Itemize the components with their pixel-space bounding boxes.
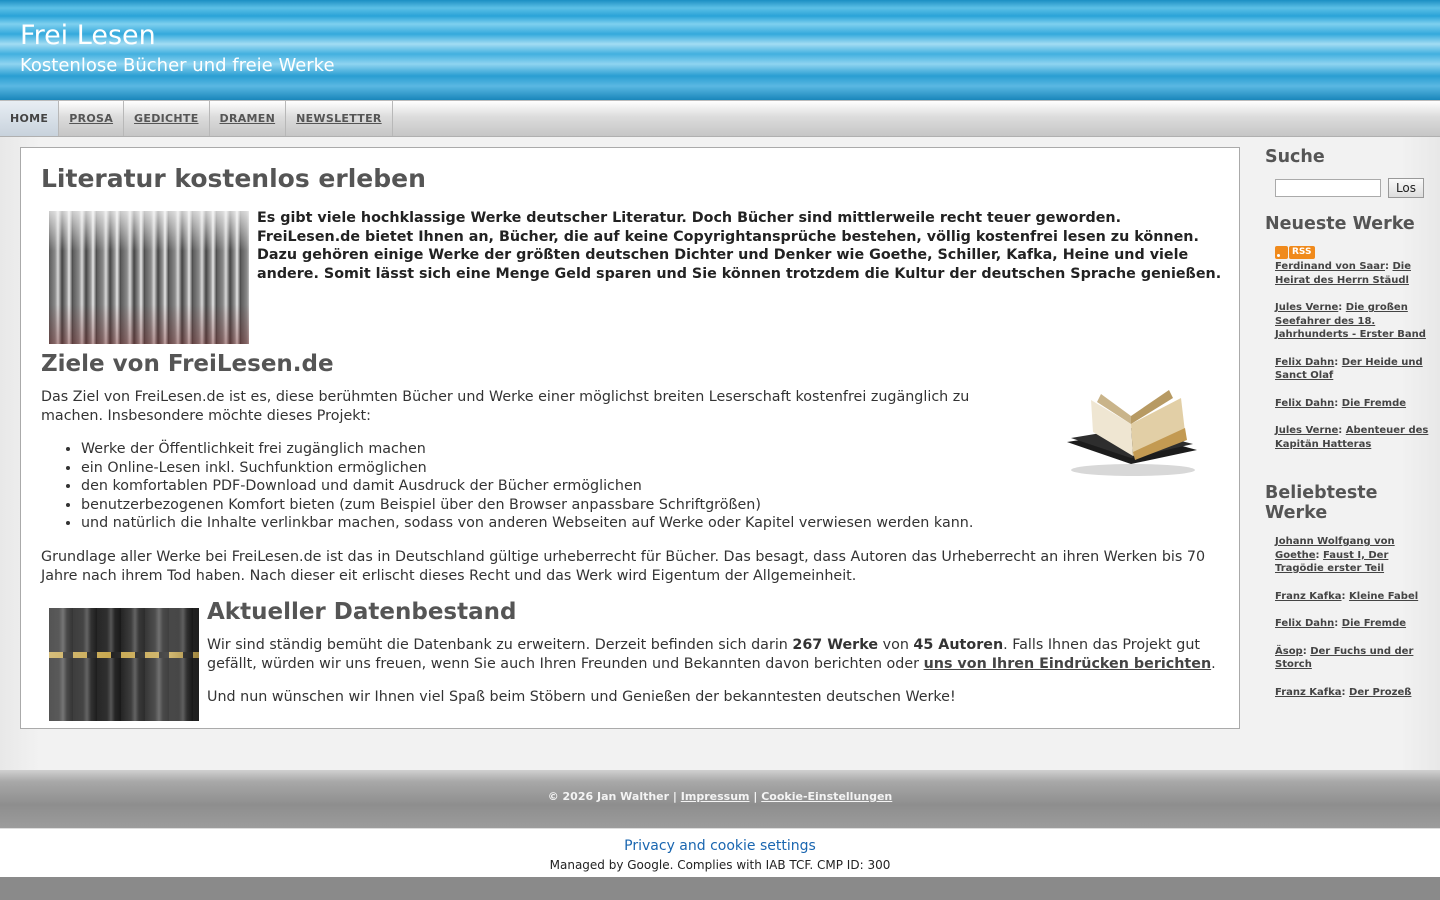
work-link[interactable]: Der Heide und Sanct Olaf xyxy=(1275,356,1423,381)
list-item: Felix Dahn: Die Fremde xyxy=(1275,397,1407,409)
popular-heading: Beliebteste Werke xyxy=(1265,483,1378,523)
work-link[interactable]: Die großen Seefahrer des 18. Jahrhunderts - Erster Band xyxy=(1275,302,1426,340)
site-title[interactable]: Frei Lesen xyxy=(20,20,156,51)
closing-text: Und nun wünschen wir Ihnen viel Spaß beim Stöbern und Genießen der bekanntesten deutschen Werke! xyxy=(207,689,956,705)
list-item: Johann Wolfgang von Goethe: Faust I, Der Tragödie erster Teil xyxy=(1275,536,1395,574)
list-item: • den komfortablen PDF-Download und damit Ausdruck der Bücher ermöglichen xyxy=(81,477,973,496)
basis-text: Grundlage aller Werke bei FreiLesen.de ist das in Deutschland gültige urheberrecht für Bücher. Das besagt, dass Autoren das Urheberrecht an ihren Werken bis 70 Jahre nach ihrem Tod haben. Nach dieser eit erlischt dieses Recht und das Werk wird Eigentum der Allgemeinheit. xyxy=(41,549,1206,584)
nav-item-dramen[interactable] xyxy=(210,101,287,136)
list-item: Franz Kafka: Der Prozeß xyxy=(1275,686,1412,698)
site-footer xyxy=(0,770,1440,828)
privacy-settings-link[interactable]: Privacy and cookie settings xyxy=(624,838,816,854)
site-header xyxy=(0,0,1440,100)
impressum-link[interactable]: Impressum xyxy=(680,790,750,803)
author-link[interactable]: Franz Kafka xyxy=(1275,590,1342,602)
works-count: 267 Werke xyxy=(792,637,879,653)
list-item: • benutzerbezogenen Komfort bieten (zum Beispiel über den Browser anpassbare Schriftgrößen) xyxy=(81,496,973,515)
separator: | xyxy=(672,790,677,803)
authors-count: 45 Autoren xyxy=(913,637,1004,653)
work-link[interactable]: Die Heirat des Herrn Stäudl xyxy=(1275,261,1411,286)
main-content xyxy=(20,147,1240,729)
author-link[interactable]: Jules Verne xyxy=(1275,425,1339,436)
list-item: Felix Dahn: Der Heide und Sanct Olaf xyxy=(1275,356,1423,381)
search-button[interactable]: Los xyxy=(1388,178,1424,198)
work-link[interactable]: Die Fremde xyxy=(1341,397,1407,409)
nav-item-home[interactable] xyxy=(0,101,59,136)
rss-label[interactable]: RSS xyxy=(1289,246,1315,259)
author-link[interactable]: Felix Dahn xyxy=(1275,356,1335,368)
book-spines-image xyxy=(49,608,199,721)
rss-icon[interactable] xyxy=(1275,246,1288,259)
list-item: Äsop: Der Fuchs und der Storch xyxy=(1275,645,1414,670)
author-link[interactable]: Johann Wolfgang von Goethe xyxy=(1275,536,1395,561)
nav-item-newsletter[interactable] xyxy=(286,101,393,136)
list-item: Franz Kafka: Kleine Fabel xyxy=(1275,590,1419,602)
goals-heading: Ziele von FreiLesen.de xyxy=(41,351,334,377)
list-item: Jules Verne: Abenteuer des Kapitän Hatteras xyxy=(1275,425,1429,450)
open-book-image xyxy=(1061,380,1201,480)
list-item: Felix Dahn: Die Fremde xyxy=(1275,618,1407,629)
list-item: Ferdinand von Saar: Die Heirat des Herrn Stäudl xyxy=(1275,261,1411,286)
work-link[interactable]: Faust I, Der Tragödie erster Teil xyxy=(1275,549,1389,574)
goals-list xyxy=(41,440,973,533)
main-nav xyxy=(0,100,1440,137)
bookshelf-image xyxy=(49,211,249,344)
data-text-part: . Falls Ihnen das Projekt gut gefällt, würden wir uns freuen, wenn Sie auch Ihren Freunden und Bekannten davon berichten oder xyxy=(207,637,1201,672)
copyright: © 2026 Jan Walther xyxy=(547,790,670,803)
nav-item-gedichte[interactable] xyxy=(124,101,209,136)
page-title: Literatur kostenlos erleben xyxy=(41,164,426,193)
work-link[interactable]: Der Prozeß xyxy=(1349,686,1412,698)
goals-text: Das Ziel von FreiLesen.de ist es, diese berühmten Bücher und Werke einer möglichst breiten Leserschaft kostenfrei zugänglich zu machen. Insbesondere möchte dieses Projekt: xyxy=(41,389,970,424)
footer-text xyxy=(0,790,1440,803)
author-link[interactable]: Felix Dahn xyxy=(1275,397,1335,409)
work-link[interactable]: Der Fuchs und der Storch xyxy=(1275,645,1414,670)
author-link[interactable]: Ferdinand von Saar xyxy=(1275,261,1385,272)
work-link[interactable]: Die Fremde xyxy=(1341,618,1407,629)
newest-works-list xyxy=(1275,260,1430,465)
site-subtitle: Kostenlose Bücher und freie Werke xyxy=(20,55,335,76)
work-link[interactable]: Abenteuer des Kapitän Hatteras xyxy=(1275,425,1429,450)
popular-works-list xyxy=(1275,535,1430,713)
author-link[interactable]: Felix Dahn xyxy=(1275,618,1335,629)
cookie-settings-link[interactable]: Cookie-Einstellungen xyxy=(761,790,893,803)
newest-heading: Neueste Werke xyxy=(1265,214,1415,234)
consent-bar xyxy=(0,828,1440,877)
data-text-part: Wir sind ständig bemüht die Datenbank zu erweitern. Derzeit befinden sich darin xyxy=(207,637,793,653)
consent-note: Managed by Google. Complies with IAB TCF. CMP ID: 300 xyxy=(549,858,891,872)
author-link[interactable]: Jules Verne xyxy=(1275,302,1339,313)
list-item: • und natürlich die Inhalte verlinkbar machen, sodass von anderen Webseiten auf Werke oder Kapitel verwiesen werden kann. xyxy=(81,514,973,533)
work-link[interactable]: Kleine Fabel xyxy=(1349,590,1419,602)
nav-link-dramen[interactable]: DRAMEN xyxy=(219,112,276,125)
nav-link-home[interactable]: HOME xyxy=(10,112,49,125)
data-text-part: . xyxy=(1211,656,1216,672)
data-heading: Aktueller Datenbestand xyxy=(207,599,517,625)
search-input[interactable] xyxy=(1275,179,1381,197)
author-link[interactable]: Franz Kafka xyxy=(1275,686,1342,698)
intro-text: Es gibt viele hochklassige Werke deutscher Literatur. Doch Bücher sind mittlerweile recht teuer geworden. FreiLesen.de bietet Ihnen an, Bücher, die auf keine Copyrightansprüche bestehen, völlig kostenfrei lesen zu können. Dazu gehören einige Werke der größten deutschen Dichter und Denker wie Goethe, Schiller, Kafka, Heine und viele andere. Somit lässt sich eine Menge Geld sparen und Sie können trotzdem die Kultur der deutschen Sprache genießen. xyxy=(257,210,1222,282)
list-item: • ein Online-Lesen inkl. Suchfunktion ermöglichen xyxy=(81,459,973,478)
data-text-part: von xyxy=(878,637,914,653)
author-link[interactable]: Äsop xyxy=(1275,645,1303,657)
nav-item-prosa[interactable] xyxy=(59,101,124,136)
rss-link[interactable] xyxy=(1275,246,1315,259)
bottom-bar xyxy=(0,877,1440,900)
search-heading: Suche xyxy=(1265,147,1325,167)
nav-link-gedichte[interactable]: GEDICHTE xyxy=(134,112,199,125)
nav-link-prosa[interactable]: PROSA xyxy=(69,112,114,125)
list-item: • Werke der Öffentlichkeit frei zugänglich machen xyxy=(81,440,973,459)
data-text xyxy=(207,636,1217,674)
separator: | xyxy=(753,790,758,803)
list-item: Jules Verne: Die großen Seefahrer des 18. Jahrhunderts - Erster Band xyxy=(1275,302,1426,340)
nav-link-newsletter[interactable]: NEWSLETTER xyxy=(296,112,382,125)
feedback-link[interactable]: uns von Ihren Eindrücken berichten xyxy=(923,656,1212,672)
